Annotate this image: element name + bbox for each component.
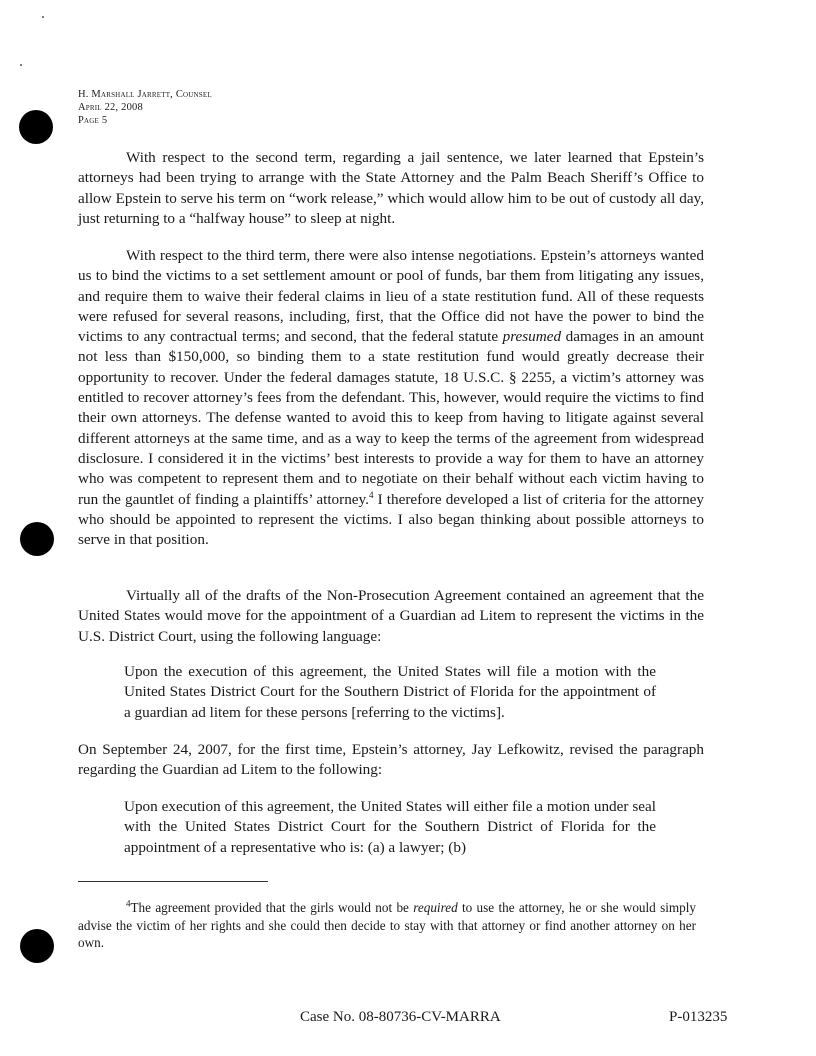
page-number: Page 5 xyxy=(78,115,108,126)
paragraph-third-term-part-b: damages in an amount not less than $150,000, so binding them to a state restitution fund would greatly decrease their opportunity to recover. Under the federal damages statute, 18 U.S.C. § 2255, a victim’s attorney was entitled to recover attorney’s fees from the defendant. This, however, would require the victims to find their own attorneys. The defense wanted to avoid this to keep from having to litigate against several different attorneys at the same time, and as a way to keep the terms of the agreement from widespread disclosure. I considered it in the victims’ best interests to provide a way for them to have an attorney who was competent to represent them and to negotiate on their behalf without each victim having to run the gauntlet of finding a plaintiffs’ attorney. xyxy=(78,328,704,508)
footnote-divider xyxy=(78,881,268,882)
paragraph-jail-sentence: With respect to the second term, regarding a jail sentence, we later learned that Epstein’s attorneys had been trying to arrange with the State Attorney and the Palm Beach Sheriff’s Office to allow Epstein to serve his term on “work release,” which would allow him to be out of custody all day, just returning to a “halfway house” to sleep at night. xyxy=(78,149,704,227)
letter-date: April 22, 2008 xyxy=(78,102,143,113)
footnote-mark: 4 xyxy=(126,898,131,909)
punch-hole-bottom xyxy=(20,929,54,963)
scan-speck xyxy=(42,16,44,18)
footer-bates-number: P-013235 xyxy=(669,1009,728,1025)
block-quote-original: Upon the execution of this agreement, the United States will file a motion with the United States District Court for the Southern District of Florida for the appointment of a guardian ad litem for these persons [referring to the victims]. xyxy=(124,663,656,721)
paragraph-revision: On September 24, 2007, for the first time, Epstein’s attorney, Jay Lefkowitz, revised the paragraph regarding the Guardian ad Litem to the following: xyxy=(78,741,704,779)
paragraph-third-term-part-a: With respect to the third term, there were also intense negotiations. Epstein’s attorneys wanted us to bind the victims to a set settlement amount or pool of funds, bar them from litigating any issues, and require them to waive their federal claims in lieu of a state restitution fund. All of these requests were refused for several reasons, including, first, that the Office did not have the power to bind the victims to any contractual terms; and second, that the federal statute xyxy=(78,247,704,346)
footer-case-number: Case No. 08-80736-CV-MARRA xyxy=(300,1009,501,1025)
scan-speck xyxy=(20,64,22,66)
paragraph-third-term xyxy=(78,246,704,550)
paragraph-guardian-drafts: Virtually all of the drafts of the Non-Prosecution Agreement contained an agreement that the United States would move for the appointment of a Guardian ad Litem to represent the victims in the U.S. District Court, using the following language: xyxy=(78,587,704,645)
addressee-name: H. Marshall Jarrett, Counsel xyxy=(78,89,212,100)
footnote xyxy=(78,899,696,952)
block-quote-revised: Upon execution of this agreement, the United States will either file a motion under seal with the United States District Court for the Southern District of Florida for the appointment of a representative who is: (a) a lawyer; (b) xyxy=(124,798,656,856)
punch-hole-top xyxy=(19,110,53,144)
emphasis-presumed: presumed xyxy=(502,328,562,346)
punch-hole-middle xyxy=(20,522,54,556)
letter-header xyxy=(78,88,212,127)
emphasis-required: required xyxy=(413,900,458,915)
footnote-text-a: The agreement provided that the girls would not be xyxy=(130,900,414,915)
footnote-reference: 4 xyxy=(368,489,374,500)
footnote-text-b: to use the attorney, he or she would simply advise the victim of her rights and she could then decide to stay with that attorney or find another attorney on her own. xyxy=(78,900,696,950)
paragraph-third-term-part-c: I therefore developed a list of criteria for the attorney who should be appointed to represent the victims. I also began thinking about possible attorneys to serve in that position. xyxy=(78,490,704,549)
